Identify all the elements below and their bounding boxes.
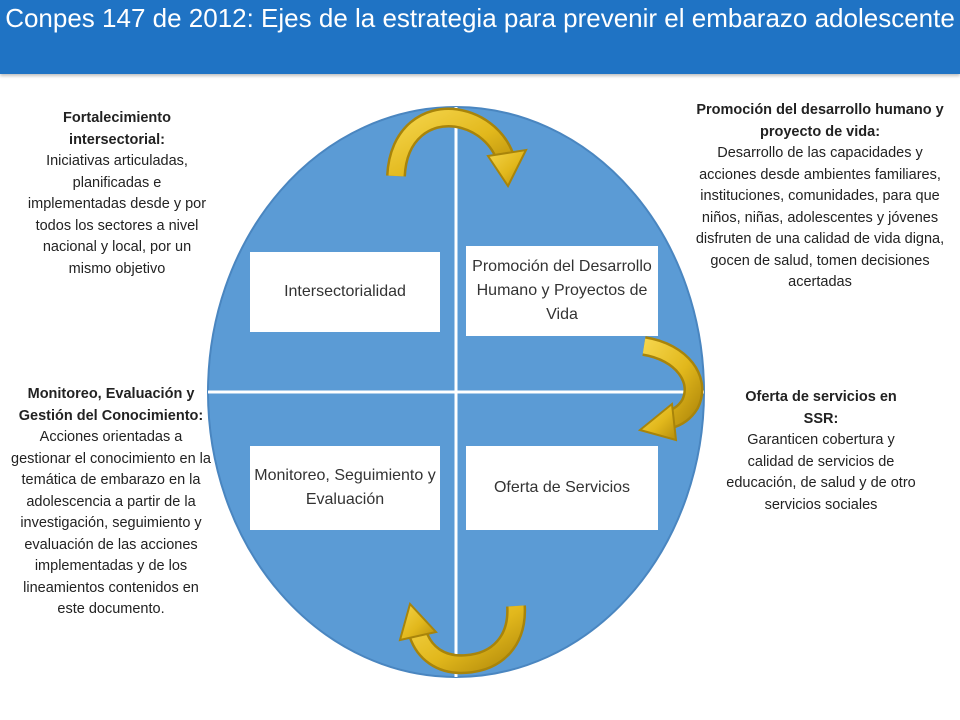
- description-heading: Monitoreo, Evaluación y Gestión del Conocimiento:: [18, 386, 204, 424]
- description-heading: Fortalecimiento intersectorial:: [63, 110, 171, 148]
- quadrant-label: Oferta de Servicios: [493, 479, 631, 496]
- quadrant-box-oferta-servicios: [466, 446, 658, 530]
- quadrant-label: Promoción del Desarrollo Humano y Proyectos de Vida: [472, 258, 652, 323]
- quadrant-label: Intersectorialidad: [284, 283, 406, 300]
- quadrant-box-desarrollo-humano: [466, 246, 658, 336]
- description-body: Acciones orientadas a gestionar el conocimiento en la temática de embarazo en la adolescencia a partir de la investigación, seguimiento y evaluación de las acciones implementadas y de los lineamientos contenidos en este documento.: [11, 429, 211, 617]
- description-body: Iniciativas articuladas, planificadas e implementadas desde y por todos los sectores a nivel nacional y local, por un mismo objetivo: [27, 153, 207, 277]
- description-top-left: [22, 108, 212, 280]
- description-bottom-left: [8, 384, 214, 621]
- quadrant-box-intersectorialidad: [250, 252, 440, 332]
- description-heading: Promoción del desarrollo humano y proyecto de vida:: [696, 102, 944, 140]
- description-bottom-right: [726, 387, 916, 516]
- description-body: Desarrollo de las capacidades y acciones desde ambientes familiares, instituciones, comunidades, para que niños, niñas, adolescentes y jóvenes disfruten de una calidad de vida digna, gocen de salud, tomen decisiones acertadas: [695, 145, 945, 290]
- description-top-right: [694, 100, 946, 294]
- quadrant-label: Monitoreo, Seguimiento y Evaluación: [254, 467, 436, 508]
- description-body: Garanticen cobertura y calidad de servicios de educación, de salud y de otro servicios sociales: [726, 432, 916, 513]
- page-title: Conpes 147 de 2012: Ejes de la estrategia para prevenir el embarazo adolescente: [5, 3, 955, 33]
- quadrant-box-monitoreo: [250, 446, 440, 530]
- description-heading: Oferta de servicios en SSR:: [745, 389, 897, 427]
